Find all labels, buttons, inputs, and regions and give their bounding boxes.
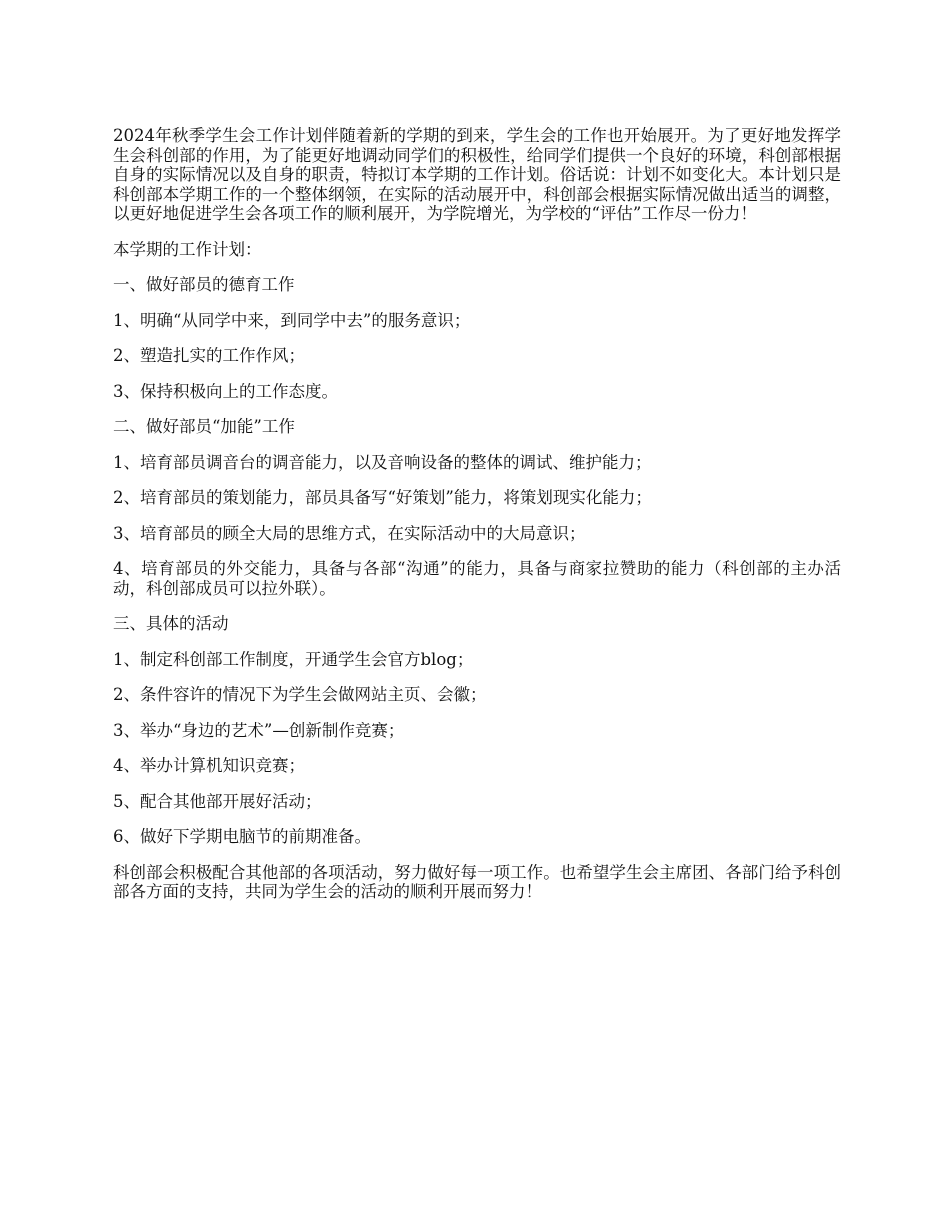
list-item: 1、培育部员调音台的调音能力，以及音响设备的整体的调试、维护能力； bbox=[113, 452, 652, 472]
plan-heading: 本学期的工作计划： bbox=[113, 239, 262, 259]
list-item: 3、培育部员的顾全大局的思维方式，在实际活动中的大局意识； bbox=[113, 523, 586, 543]
list-item: 4、培育部员的外交能力，具备与各部“沟通”的能力，具备与商家拉赞助的能力（科创部的主办活动，科创部成员可以拉外联）。 bbox=[113, 559, 841, 598]
section-heading-skills: 二、做好部员“加能”工作 bbox=[113, 417, 295, 436]
list-item: 3、举办“身边的艺术”—创新制作竞赛； bbox=[113, 720, 405, 740]
list-item: 2、塑造扎实的工作作风； bbox=[113, 346, 305, 365]
list-item: 3、保持积极向上的工作态度。 bbox=[113, 381, 338, 401]
list-item: 4、举办计算机知识竞赛； bbox=[113, 756, 305, 775]
section-heading-moral-education: 一、做好部员的德育工作 bbox=[113, 275, 295, 294]
intro-paragraph: 2024年秋季学生会工作计划伴随着新的学期的到来，学生会的工作也开始展开。为了更好地发挥学生会科创部的作用，为了能更好地调动同学们的积极性，给同学们提供一个良好的环境，科创部根据自身的实际情况以及自身的职责，特拟订本学期的工作计划。俗话说：计划不如变化大。本计划只是科创部本学期工作的一个整体纲领，在实际的活动展开中，科创部会根据实际情况做出适当的调整，以更好地促进学生会各项工作的顺利展开，为学院增光，为学校的“评估”工作尽一份力！ bbox=[113, 126, 841, 223]
list-item: 1、明确“从同学中来，到同学中去”的服务意识； bbox=[113, 310, 471, 330]
list-item: 1、制定科创部工作制度，开通学生会官方blog； bbox=[113, 649, 474, 669]
closing-paragraph: 科创部会积极配合其他部的各项活动，努力做好每一项工作。也希望学生会主席团、各部门给予科创部各方面的支持，共同为学生会的活动的顺利开展而努力！ bbox=[113, 862, 841, 901]
list-item: 5、配合其他部开展好活动； bbox=[113, 791, 322, 811]
section-heading-activities: 三、具体的活动 bbox=[113, 614, 229, 633]
list-item: 2、培育部员的策划能力，部员具备写“好策划”能力，将策划现实化能力； bbox=[113, 488, 652, 507]
list-item: 6、做好下学期电脑节的前期准备。 bbox=[113, 827, 371, 846]
document-page bbox=[113, 126, 841, 918]
list-item: 2、条件容许的情况下为学生会做网站主页、会徽； bbox=[113, 685, 487, 704]
